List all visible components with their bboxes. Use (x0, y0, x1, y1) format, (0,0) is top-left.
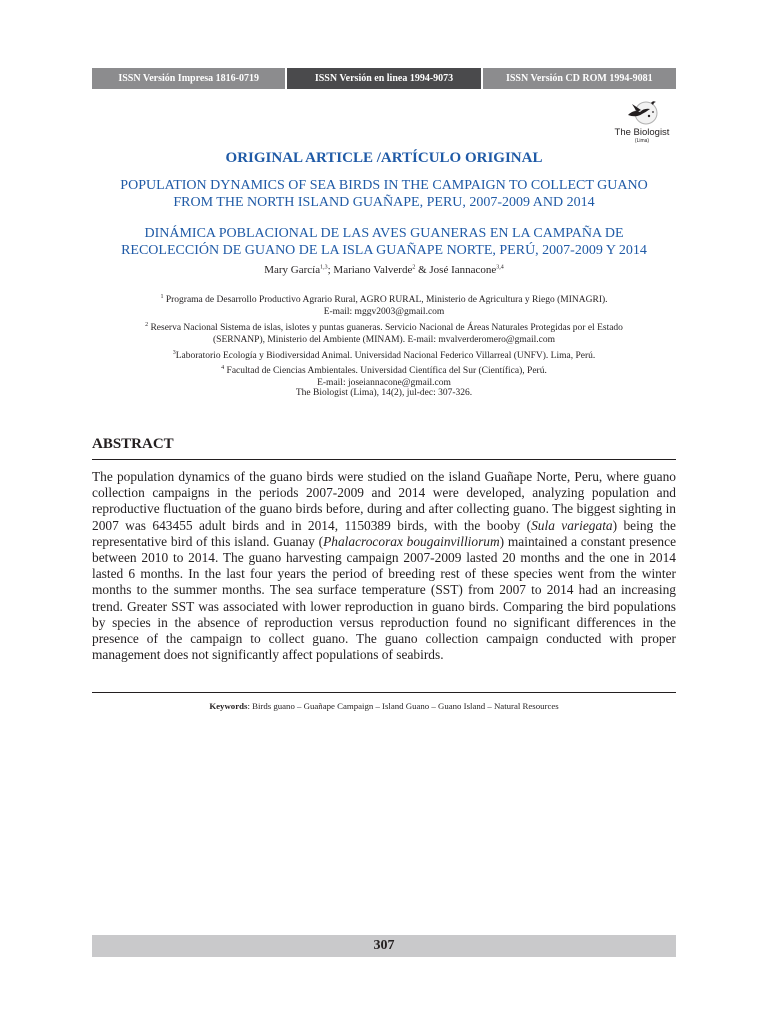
affiliation-2-number: 2 (145, 321, 149, 328)
affiliation-3-number: 3 (172, 349, 176, 356)
page-footer (92, 935, 676, 957)
issn-online: ISSN Versión en linea 1994-9073 (285, 68, 480, 89)
keywords-text: : Birds guano – Guañape Campaign – Island Guano – Guano Island – Natural Resources (247, 701, 559, 711)
logo-subtitle: (Lima) (634, 138, 650, 144)
affiliation-1 (92, 291, 676, 306)
author-2: ; Mariano Valverde (327, 264, 413, 276)
journal-logo (606, 97, 678, 149)
affiliation-1-email: E-mail: mggv2003@gmail.com (323, 307, 445, 318)
abstract-heading: ABSTRACT (92, 436, 174, 452)
title-english (92, 177, 676, 211)
affiliation-4 (92, 362, 676, 377)
title-english-line-2: FROM THE NORTH ISLAND GUAÑAPE, PERU, 2007-2009 AND 2014 (173, 195, 595, 210)
affiliation-1-text: Programa de Desarrollo Productivo Agrario Rural, AGRO RURAL, Ministerio de Agricultura y Riego (MINAGRI). (163, 295, 608, 306)
affiliation-2-text: Reserva Nacional Sistema de islas, islotes y puntas guaneras. Servicio Nacional de Áreas Naturales Protegidas por el Estado (148, 322, 623, 333)
author-list (92, 264, 676, 276)
issn-bar (92, 68, 676, 89)
affiliation-1-number: 1 (160, 294, 164, 300)
title-spanish (92, 225, 676, 259)
author-1-affil: 1,3 (320, 264, 328, 271)
bird-logo-icon (622, 97, 662, 127)
title-spanish-line-1: DINÁMICA POBLACIONAL DE LAS AVES GUANERAS EN LA CAMPAÑA DE (144, 226, 624, 241)
author-3-affil: 3,4 (496, 264, 504, 271)
abstract-paragraph (92, 469, 676, 663)
citation: The Biologist (Lima), 14(2), jul-dec: 307-326. (295, 388, 473, 398)
author-1: Mary García (264, 264, 321, 276)
affiliation-3-text: Laboratorio Ecología y Biodiversidad Animal. Universidad Nacional Federico Villarreal (UNFV). Lima, Perú. (175, 350, 596, 361)
author-2-affil: 2 (412, 264, 416, 271)
keywords (92, 701, 676, 711)
abstract-top-rule (92, 459, 676, 460)
title-spanish-line-2: RECOLECCIÓN DE GUANO DE LA ISLA GUAÑAPE NORTE, PERÚ, 2007-2009 Y 2014 (121, 243, 647, 258)
affiliation-3 (92, 347, 676, 362)
species-phalacrocorax: Phalacrocorax bougainvilliorum (323, 533, 500, 549)
keywords-label: Keywords (209, 701, 248, 711)
species-sula: Sula variegata (531, 517, 613, 533)
title-english-line-1: POPULATION DYNAMICS OF SEA BIRDS IN THE CAMPAIGN TO COLLECT GUANO (120, 178, 648, 193)
abstract-body (92, 469, 676, 663)
affiliation-2-cont: (SERNANP), Ministerio del Ambiente (MINAM). E-mail: mvalverderomero@gmail.com (213, 335, 555, 346)
abstract-text-3: ) maintained a constant presence between 2010 to 2014. The guano harvesting campaign 2007-2009 lasted 20 months and the one in 2014 lasted 6 months. In the last four years the period of breeding rest of these species went from the winter months to the summer months. The sea surface temperature (SST) from 2007 to 2014 had an increasing trend. Greater SST was associated with lower reproduction in guano birds. Comparing the bird populations by species in the absence of reproduction versus reproduction found no significant differences in the presence of the campaign to collect guano. The guano collection campaign conducted with proper management does not significantly affect populations of seabirds. (92, 533, 677, 663)
author-3: & José Iannacone (415, 264, 497, 276)
affiliation-2 (92, 319, 676, 334)
abstract-bottom-rule (92, 692, 676, 693)
affiliation-4-number: 4 (221, 364, 225, 371)
abstract-text-2: ) being the representative bird of this island. Guanay ( (92, 517, 676, 549)
logo-name: The Biologist (614, 127, 670, 138)
article-type: ORIGINAL ARTICLE /ARTÍCULO ORIGINAL (225, 150, 543, 166)
issn-cdrom: ISSN Versión CD ROM 1994-9081 (481, 68, 676, 89)
affiliation-4-text: Facultad de Ciencias Ambientales. Universidad Científica del Sur (Científica), Perú. (224, 366, 547, 377)
abstract-text-1: The population dynamics of the guano birds were studied on the island Guañape Norte, Peru, where guano collection campaigns in the periods 2007-2009 and 2014 were developed, analyzing population and reproductive fluctuation of the guano birds before, during and after collecting guano. The biggest sighting in 2007 was 643455 adult birds and in 2014, 1150389 birds, with the booby ( (92, 469, 676, 533)
affiliations (92, 291, 676, 390)
page-number: 307 (373, 938, 395, 953)
affiliation-4-email: E-mail: joseiannacone@gmail.com (317, 378, 451, 389)
issn-print: ISSN Versión Impresa 1816-0719 (92, 68, 285, 89)
